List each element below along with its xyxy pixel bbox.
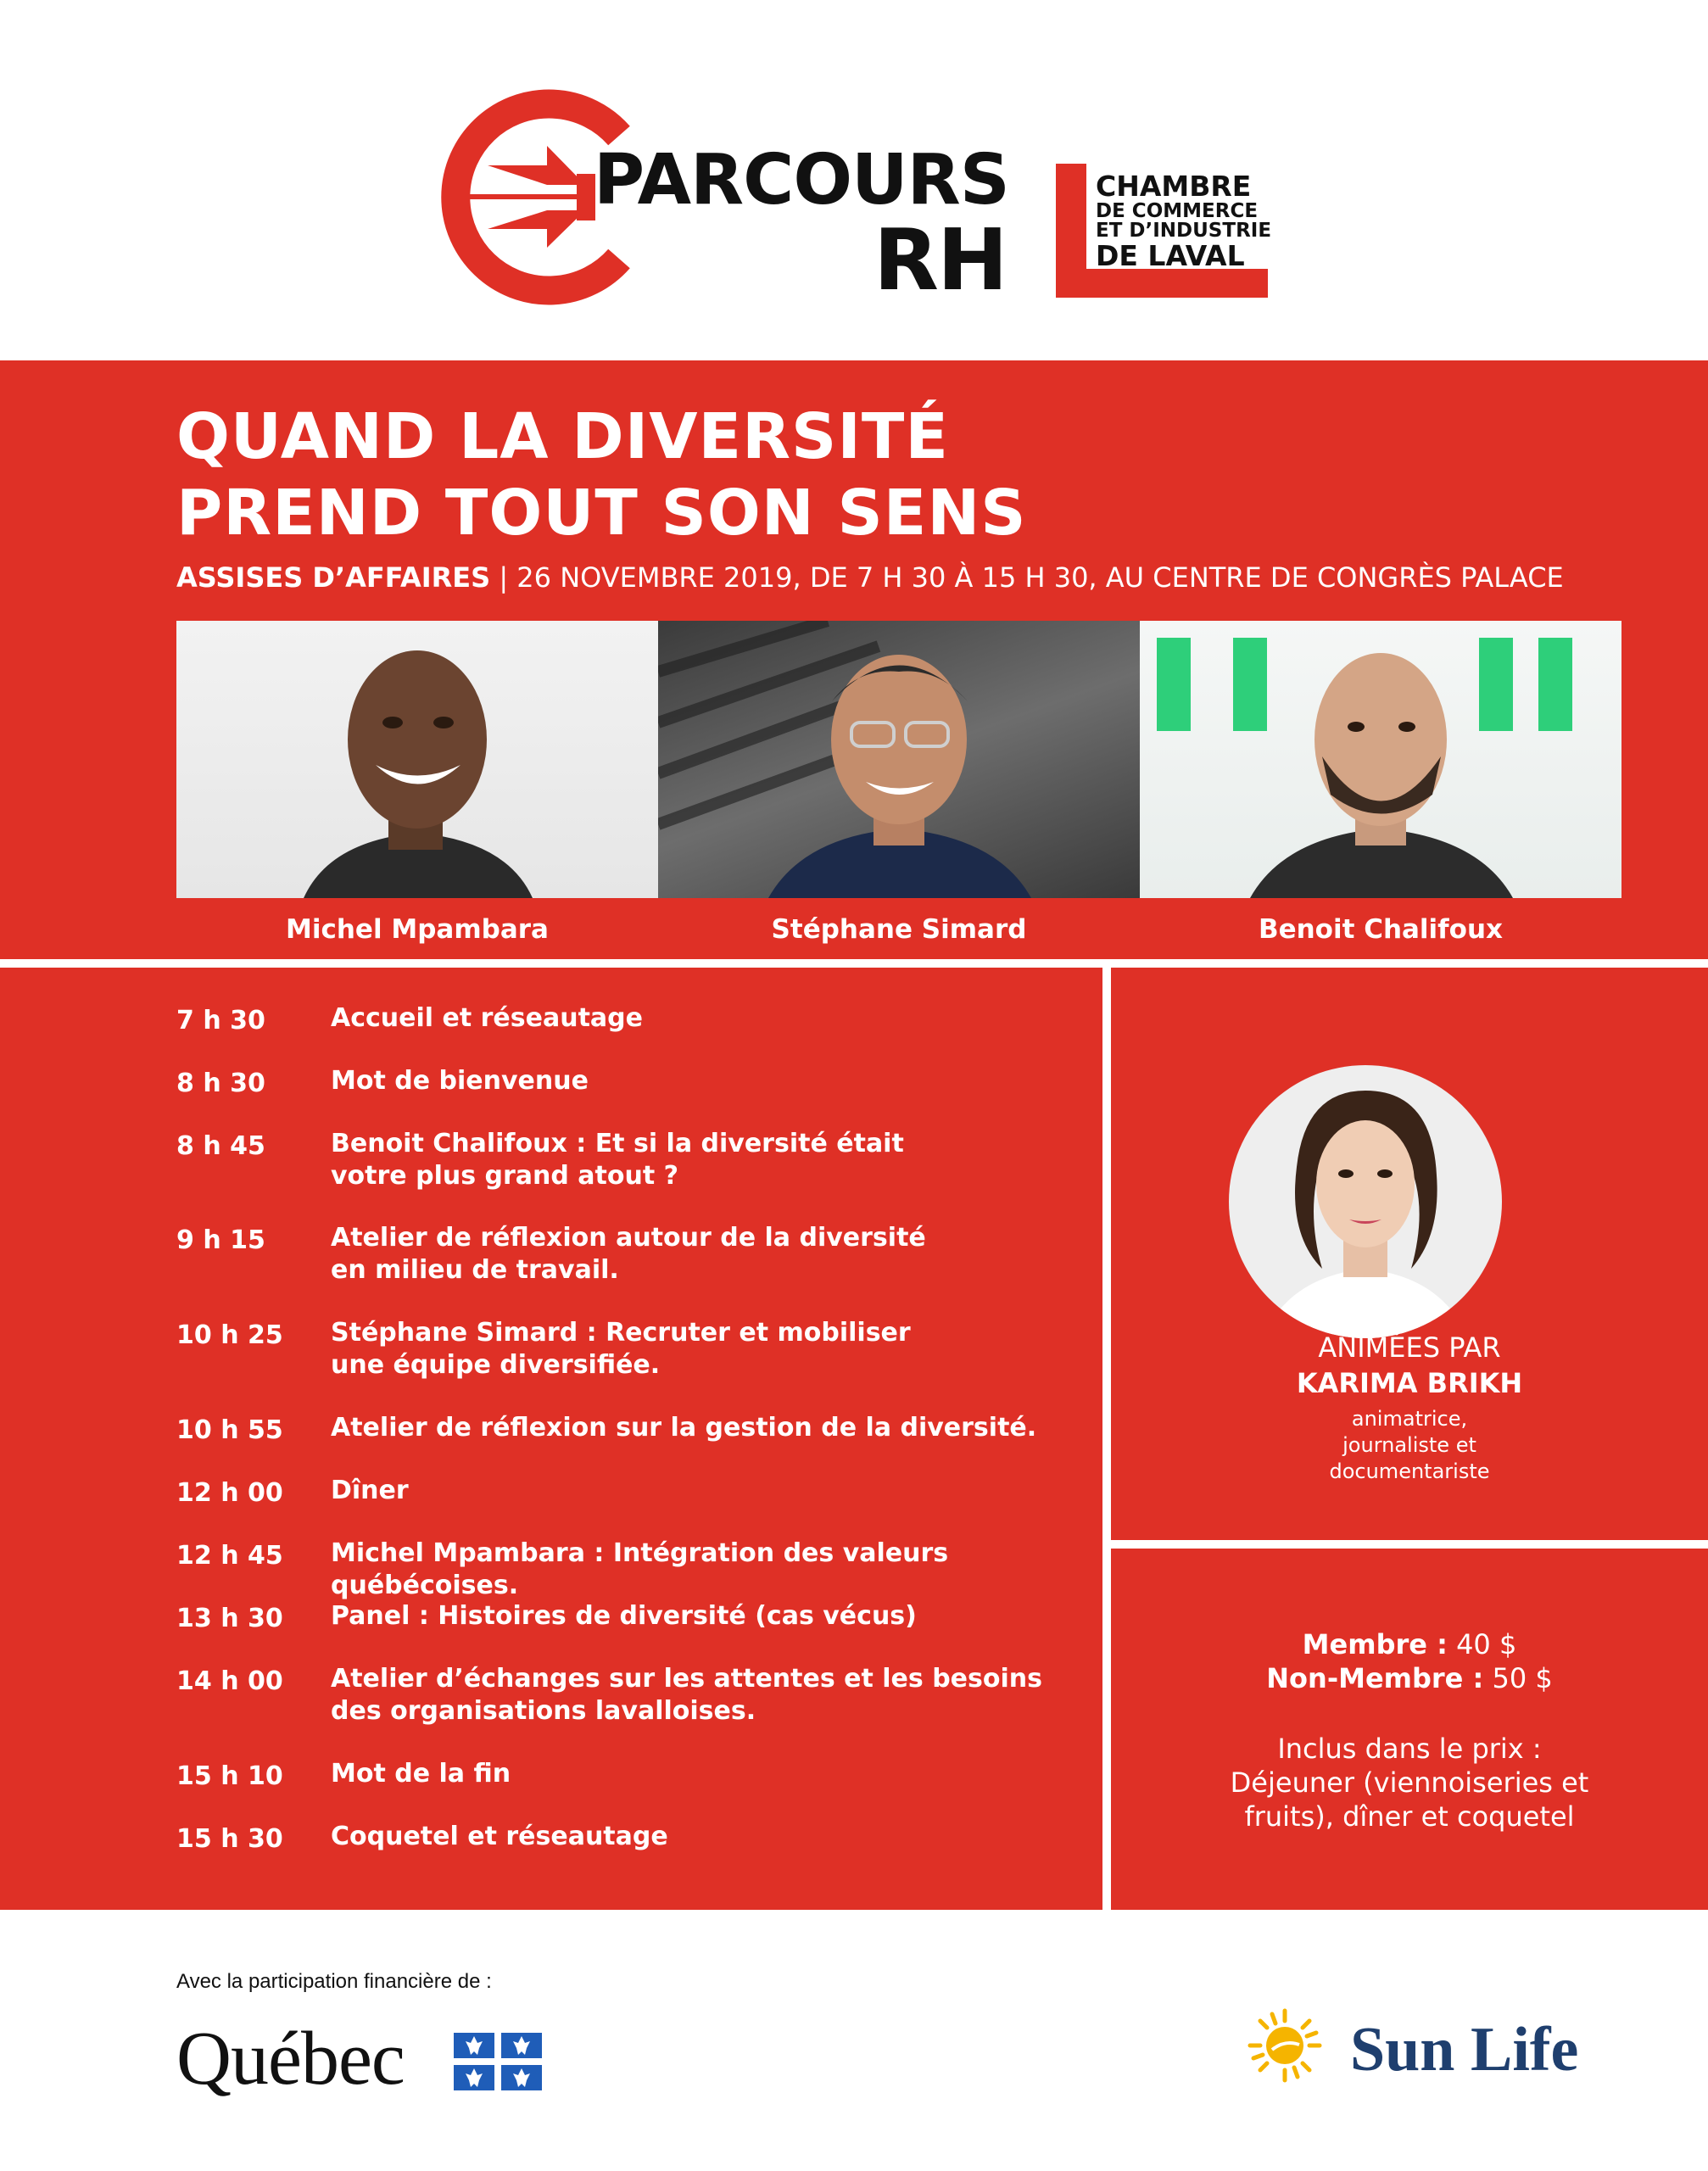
schedule-desc-line2: une équipe diversifiée. (331, 1350, 661, 1380)
schedule-desc-line1: Atelier d’échanges sur les attentes et les besoins (331, 1664, 1042, 1694)
speaker-portrait-2-icon (658, 621, 1140, 898)
event-subtitle (176, 561, 1564, 594)
member-price (1111, 1628, 1708, 1660)
event-title (176, 399, 1027, 551)
speaker-name-1: Michel Mpambara (286, 914, 549, 945)
schedule-time: 12 h 45 (176, 1541, 283, 1571)
schedule-desc-line1: Stéphane Simard : Recruter et mobiliser (331, 1318, 911, 1348)
schedule-time: 12 h 00 (176, 1478, 283, 1508)
schedule-desc (331, 1222, 1077, 1286)
host-name: KARIMA BRIKH (1296, 1367, 1523, 1399)
brand-parcours: PARCOURS (594, 140, 1009, 220)
schedule-desc: Dîner (331, 1476, 409, 1505)
schedule-time: 13 h 30 (176, 1604, 283, 1633)
schedule-desc (331, 1317, 1077, 1381)
schedule-time: 10 h 55 (176, 1415, 283, 1445)
cci-line4: DE LAVAL (1096, 239, 1245, 272)
schedule-desc-line2: en milieu de travail. (331, 1255, 619, 1285)
speaker-photo-1 (176, 621, 658, 898)
speaker-name-2: Stéphane Simard (771, 914, 1027, 945)
schedule-time: 14 h 00 (176, 1666, 283, 1696)
speaker-portrait-3-icon (1140, 621, 1621, 898)
speaker-photo-2 (658, 621, 1140, 898)
subtitle-strong: ASSISES D’AFFAIRES (176, 561, 491, 594)
host-portrait-icon (1229, 1065, 1502, 1338)
schedule-time: 15 h 30 (176, 1824, 283, 1854)
included-line1: Inclus dans le prix : (1277, 1733, 1542, 1765)
schedule-time: 10 h 25 (176, 1320, 283, 1350)
event-title-line1: QUAND LA DIVERSITÉ (176, 400, 949, 473)
schedule-desc: Atelier de réflexion sur la gestion de la diversité. (331, 1413, 1037, 1443)
cci-line3: ET D’INDUSTRIE (1096, 220, 1272, 242)
price-panel (1111, 1549, 1708, 1910)
member-label: Membre : (1302, 1628, 1448, 1660)
speaker-portrait-1-icon (176, 621, 658, 898)
sun-life-wordmark: Sun Life (1350, 2015, 1579, 2084)
host-photo (1229, 1065, 1502, 1338)
schedule-desc-line1: Atelier de réflexion autour de la diversité (331, 1223, 926, 1253)
subtitle-details: | 26 NOVEMBRE 2019, DE 7 H 30 À 15 H 30, AU CENTRE DE CONGRÈS PALACE (490, 561, 1564, 594)
schedule-desc-line1: Benoit Chalifoux : Et si la diversité était (331, 1129, 904, 1158)
schedule-time: 7 h 30 (176, 1006, 265, 1035)
nonmember-amount: 50 $ (1483, 1662, 1553, 1694)
schedule-time: 8 h 30 (176, 1069, 265, 1098)
cci-line2: DE COMMERCE (1096, 200, 1259, 222)
schedule-desc-line2: votre plus grand atout ? (331, 1161, 679, 1191)
schedule-desc: Michel Mpambara : Intégration des valeurs québécoises. (331, 1538, 949, 1600)
funding-note: Avec la participation financière de : (176, 1970, 492, 1993)
schedule-desc-line2: des organisations lavalloises. (331, 1696, 756, 1726)
speaker-photo-3 (1140, 621, 1621, 898)
cci-laval-wordmark (1096, 172, 1271, 270)
event-title-line2: PREND TOUT SON SENS (176, 477, 1027, 550)
schedule-desc (331, 1128, 1077, 1192)
host-label: ANIMÉES PAR (1318, 1331, 1501, 1364)
host-role-line1: animatrice, (1351, 1407, 1468, 1431)
schedule-desc: Coquetel et réseautage (331, 1822, 668, 1851)
included-line2: Déjeuner (viennoiseries et (1230, 1766, 1589, 1799)
cci-line1: CHAMBRE (1096, 170, 1252, 203)
host-role-line3: documentariste (1329, 1459, 1490, 1483)
schedule-desc: Panel : Histoires de diversité (cas vécus) (331, 1601, 917, 1631)
nonmember-label: Non-Membre : (1266, 1662, 1484, 1694)
schedule-time: 9 h 15 (176, 1225, 265, 1255)
host-role-line2: journaliste et (1342, 1433, 1476, 1457)
schedule-time: 15 h 10 (176, 1761, 283, 1791)
quebec-flag-icon (454, 2033, 542, 2090)
host-role (1111, 1406, 1708, 1485)
schedule-desc: Mot de la fin (331, 1759, 511, 1789)
schedule-desc: Accueil et réseautage (331, 1003, 643, 1033)
schedule-desc: Mot de bienvenue (331, 1066, 589, 1096)
quebec-logo-text: Québec (176, 2017, 405, 2101)
included-in-price (1111, 1732, 1708, 1833)
header (0, 0, 1708, 360)
member-amount: 40 $ (1447, 1628, 1517, 1660)
brand-rh: RH (874, 210, 1007, 310)
schedule-time: 8 h 45 (176, 1131, 265, 1161)
included-line3: fruits), dîner et coquetel (1244, 1800, 1575, 1833)
schedule-desc (331, 1663, 1077, 1727)
sun-life-sun-icon (1247, 2007, 1323, 2084)
nonmember-price (1111, 1662, 1708, 1694)
speaker-name-3: Benoit Chalifoux (1258, 914, 1504, 945)
